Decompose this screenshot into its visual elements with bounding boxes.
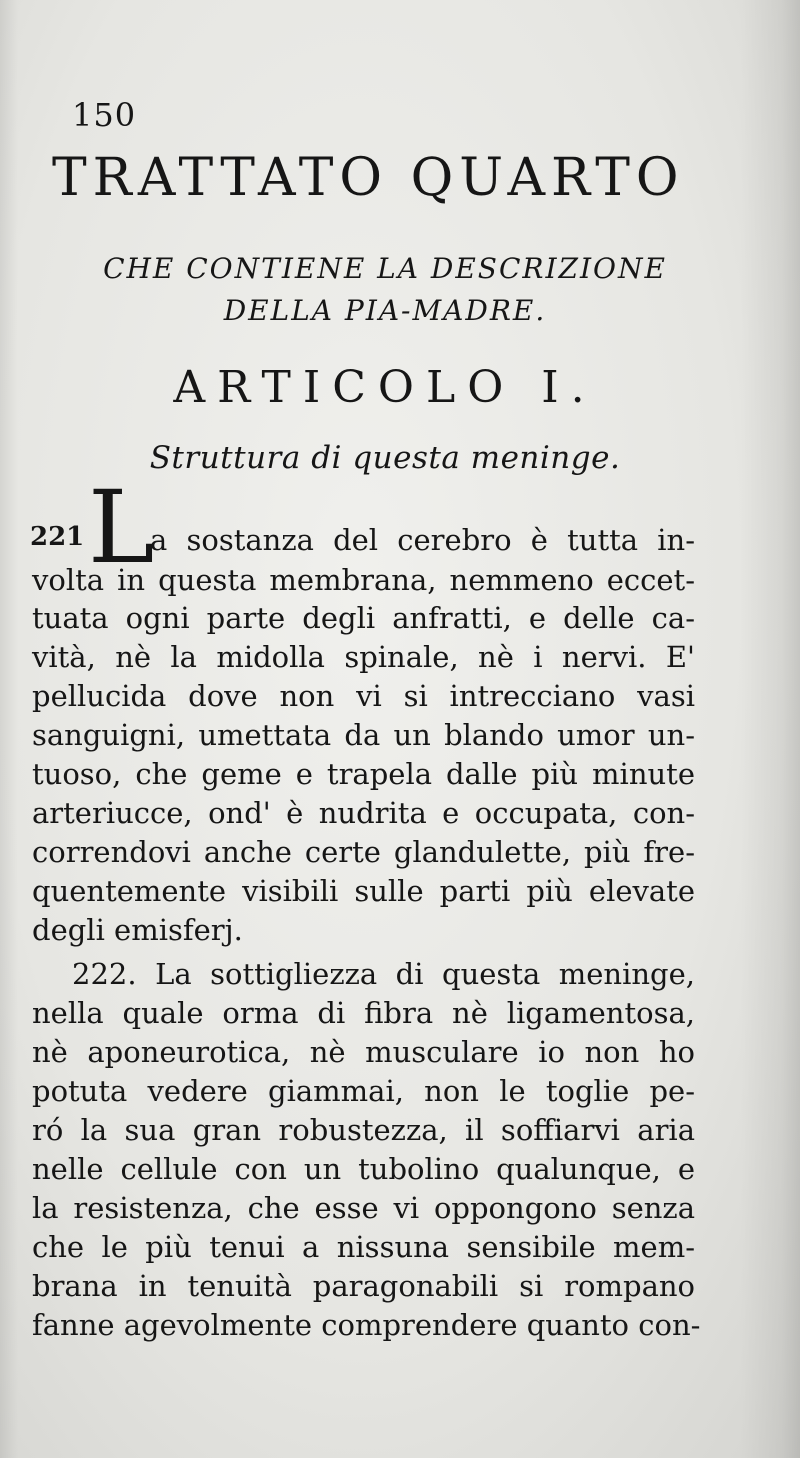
text-line: vità, nè la midolla spinale, nè i nervi. E' xyxy=(32,640,695,674)
text-line: volta in questa membrana, nemmeno eccet- xyxy=(32,563,695,597)
article-title: Struttura di questa meninge. xyxy=(149,440,621,476)
subheading-line-1: CHE CONTIENE LA DESCRIZIONE xyxy=(103,252,667,285)
text-line: quentemente visibili sulle parti più elevate xyxy=(32,874,695,908)
text-line: nè aponeurotica, nè musculare io non ho xyxy=(32,1035,695,1069)
page-gutter-shadow xyxy=(740,0,800,1458)
text-line: 222. La sottigliezza di questa meninge, xyxy=(72,957,695,991)
text-line: fanne agevolmente comprendere quanto con- xyxy=(32,1308,701,1342)
text-line: ró la sua gran robustezza, il soffiarvi aria xyxy=(32,1113,695,1147)
text-line: la resistenza, che esse vi oppongono senza xyxy=(32,1191,695,1225)
text-line: brana in tenuità paragonabili si rompano xyxy=(32,1269,695,1303)
text-line: arteriucce, ond' è nudrita e occupata, con- xyxy=(32,796,695,830)
treatise-subheading xyxy=(40,248,730,332)
text-line: nelle cellule con un tubolino qualunque, e xyxy=(32,1152,695,1186)
text-line: degli emisferj. xyxy=(32,913,243,947)
text-line: a sostanza del cerebro è tutta in- xyxy=(150,523,695,557)
treatise-heading: TRATTATO QUARTO xyxy=(52,148,685,208)
text-line: potuta vedere giammai, non le toglie pe- xyxy=(32,1074,695,1108)
text-line: che le più tenui a nissuna sensibile mem- xyxy=(32,1230,695,1264)
text-line: pellucida dove non vi si intrecciano vasi xyxy=(32,679,695,713)
page-left-edge-shadow xyxy=(0,0,18,1458)
text-line: sanguigni, umettata da un blando umor un- xyxy=(32,718,695,752)
drop-cap: L xyxy=(88,469,155,586)
paragraph-number: 221 xyxy=(30,522,85,552)
subheading-line-2: DELLA PIA-MADRE. xyxy=(223,294,547,327)
text-line: correndovi anche certe glandulette, più fre- xyxy=(32,835,695,869)
article-label: ARTICOLO I. xyxy=(173,362,597,413)
text-line: tuoso, che geme e trapela dalle più minute xyxy=(32,757,695,791)
text-line: nella quale orma di fibra nè ligamentosa, xyxy=(32,996,695,1030)
page-number: 150 xyxy=(72,96,137,134)
text-line: tuata ogni parte degli anfratti, e delle ca- xyxy=(32,601,695,635)
